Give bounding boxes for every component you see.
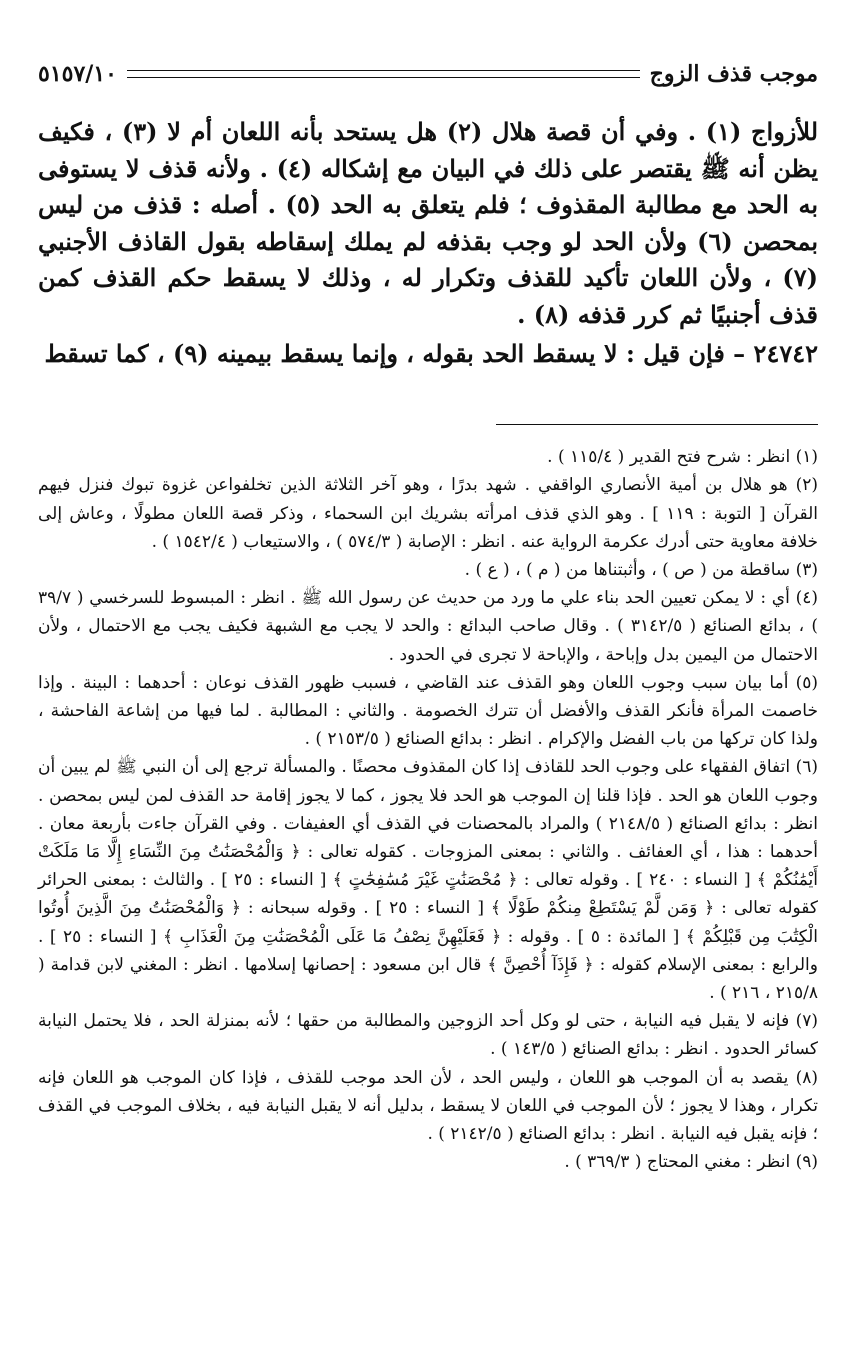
footnote-7: (٧) فإنه لا يقبل فيه النيابة ، حتى لو وكل أحد الزوجين والمطالبة من حقها ؛ لأنه بمنزلة الحد ، فلا يحتمل النيابة كسائر الحدود . انظر : بدائع الصنائع ( ١٤٣/٥ ) . [38, 1011, 818, 1060]
item-number: ٢٤٧٤٢ [753, 338, 818, 368]
body-paragraph: للأزواج (١) . وفي أن قصة هلال (٢) هل يستحد بأنه اللعان أم لا (٣) ، فكيف يظن أنه ﷺ يقتصر على ذلك في البيان مع إشكاله (٤) . ولأنه قذف لا يستوفى به الحد مع مطالبة المقذوف ؛ فلم يتعلق به الحد (٥) . أصله : قذف من ليس بمحصن (٦) ولأن الحد لو وجب بقذفه لم يملك إسقاطه بقول القاذف الأجنبي (٧) ، ولأن اللعان تأكيد للقذف وتكرار له ، وذلك لا يسقط حكم القذف كمن قذف أجنبيًا ثم كرر قذفه (٨) . [38, 117, 819, 329]
footnote-2: (٢) هو هلال بن أمية الأنصاري الواقفي . شهد بدرًا ، وهو آخر الثلاثة الذين تخلفواعن غزوة تبوك فنزل فيهم القرآن [ التوبة : ١١٩ ] . وهو الذي قذف امرأته بشريك ابن السحماء ، وذكر قصة اللعان مطولًا ، وعاش إلى خلافة معاوية حتى أدرك عكرمة الرواية عنه . انظر : الإصابة ( ٥٧٤/٣ ) ، والاستيعاب ( ١٥٤٢/٤ ) . [38, 475, 818, 552]
footnote-8: (٨) يقصد به أن الموجب هو اللعان ، وليس الحد ، لأن الحد موجب للقذف ، فإذا كان الموجب هو اللعان فإنه تكرار ، وهذا لا يجوز ؛ لأن الموجب في اللعان لا يسقط ، بدليل أنه لا يقبل النيابة فيه ، بخلاف الموجب في القذف ؛ فإنه يقبل فيه النيابة . انظر : بدائع الصنائع ( ٢١٤٢/٥ ) . [38, 1067, 818, 1145]
footnote-5: (٥) أما بيان سبب وجوب اللعان وهو القذف عند القاضي ، فسبب ظهور القذف نوعان : أحدهما : البينة . وإذا خاصمت المرأة فأنكر القذف والأفضل أن تترك الخصومة . والثاني : المطالبة . لما فيها من إشاعة الفاحشة ، ولذا كان تركها من باب الفضل والإكرام . انظر : بدائع الصنائع ( ٢١٥٣/٥ ) . [38, 672, 818, 750]
header-rule [127, 70, 640, 78]
footnotes [38, 443, 818, 1176]
footnote-4: (٤) أي : لا يمكن تعيين الحد بناء علي ما ورد من حديث عن رسول الله ﷺ . انظر : المبسوط للسرخسي ( ٣٩/٧ ) ، بدائع الصنائع ( ٣١٤٢/٥ ) . وقال صاحب البدائع : والحد لا يجب مع الشبهة فكيف يجب مع الاحتمال ، ولأن الاحتمال من اليمين بدل وإباحة ، والإباحة لا تجرى في الحدود . [38, 588, 818, 665]
page-number: ٥١٥٧/١٠ [38, 61, 117, 87]
main-text [38, 114, 818, 372]
footnote-separator [496, 424, 818, 425]
page-header [38, 52, 818, 96]
footnote-3: (٣) ساقطة من ( ص ) ، وأثبتناها من ( م ) ، ( ع ) . [464, 559, 818, 580]
footnote-1: (١) انظر : شرح فتح القدير ( ١١٥/٤ ) . [547, 447, 818, 468]
book-page [38, 52, 818, 1176]
chapter-title: موجب قذف الزوج [649, 61, 818, 87]
footnote-6: (٦) اتفاق الفقهاء على وجوب الحد للقاذف إذا كان المقذوف محصنًا . والمسألة ترجع إلى أن النبي ﷺ لم يبين أن وجوب اللعان هو الحد . فإذا قلنا إن الموجب هو الحد فلا يجوز ، كما لا يجوز إقامة حد القذف لمن ليس بمحصن . انظر : بدائع الصنائع ( ٢١٤٨/٥ ) والمراد بالمحصنات في القذف أي العفيفات . وفي القرآن جاءت بأربعة معان . أحدهما : هذا ، أي العفائف . والثاني : بمعنى المزوجات . كقوله تعالى : ﴿ وَالْمُحْصَنَٰتُ مِنَ النِّسَاءِ إِلَّا مَا مَلَكَتْ أَيْمَٰنُكُمْ ﴾ [ النساء : ٢٤٠ ] . وقوله تعالى : ﴿ مُحْصَنَٰتٍ غَيْرَ مُسَٰفِحَٰتٍ ﴾ [ النساء : ٢٥ ] . والثالث : بمعنى الحرائر كقوله تعالى : ﴿ وَمَن لَّمْ يَسْتَطِعْ مِنكُمْ طَوْلًا ﴾ [ النساء : ٢٥ ] . وقوله سبحانه : ﴿ وَالْمُحْصَنَٰتُ مِنَ الَّذِينَ أُوتُوا الْكِتَٰبَ مِن قَبْلِكُمْ ﴾ [ المائدة : ٥ ] . وقوله : ﴿ فَعَلَيْهِنَّ نِصْفُ مَا عَلَى الْمُحْصَنَٰتِ مِنَ الْعَذَابِ ﴾ [ النساء : ٢٥ ] . والرابع : بمعنى الإسلام كقوله : ﴿ فَإِذَآ أُحْصِنَّ ﴾ قال ابن مسعود : إحصانها إسلامها . انظر : المغني لابن قدامة ( ٢١٥/٨ ، ٢١٦ ) . [38, 757, 818, 1004]
numbered-item [38, 336, 818, 373]
footnote-9: (٩) انظر : مغني المحتاج ( ٣٦٩/٣ ) . [564, 1152, 818, 1173]
item-text: – فإن قيل : لا يسقط الحد بقوله ، وإنما يسقط بيمينه (٩) ، كما تسقط [44, 338, 746, 368]
